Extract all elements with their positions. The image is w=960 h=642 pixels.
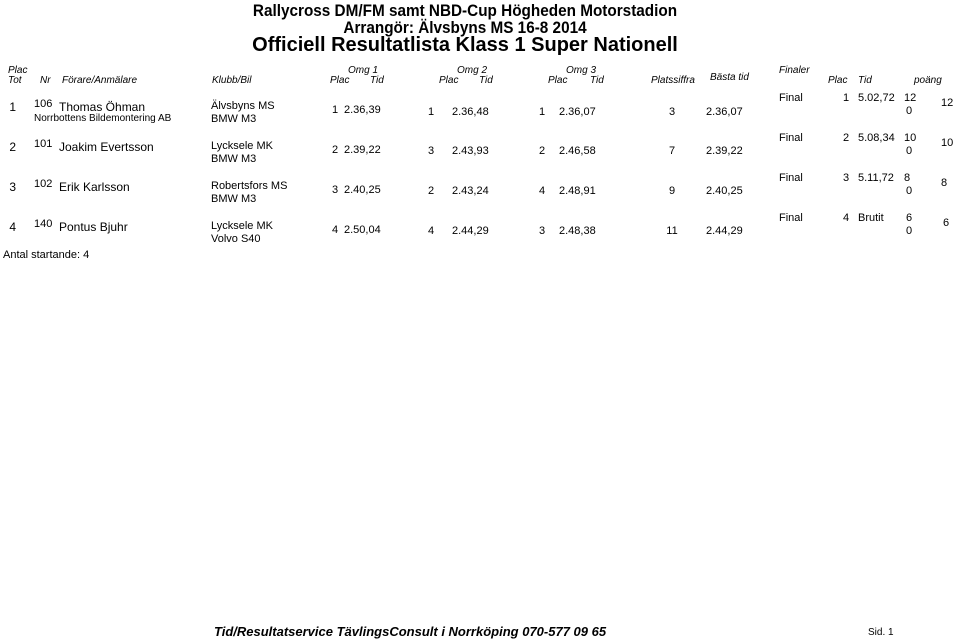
header-omg3-plac: Plac	[548, 75, 568, 86]
final-tid: 5.02,72	[858, 92, 895, 104]
final-tid: Brutit	[858, 212, 884, 224]
omg3-tid: 2.48,38	[559, 225, 596, 237]
final-tid: 5.11,72	[858, 172, 894, 184]
final-plac: 3	[843, 172, 850, 184]
extra-points: 0	[906, 105, 913, 117]
omg2-plac: 2	[428, 185, 435, 197]
omg1-plac: 1	[332, 104, 339, 116]
header-omg1-plac: Plac	[330, 75, 350, 86]
tot-placement: 3	[9, 180, 16, 194]
omg1-plac: 4	[332, 224, 339, 236]
omg2-plac: 1	[428, 106, 435, 118]
platssiffra: 7	[668, 145, 676, 157]
omg2-tid: 2.44,29	[452, 225, 489, 237]
entrant-name: Norrbottens Bildemontering AB	[34, 113, 172, 124]
extra-points: 0	[906, 145, 913, 157]
start-number: 101	[34, 138, 53, 150]
omg2-plac: 4	[428, 225, 435, 237]
tot-placement: 2	[9, 140, 16, 154]
antal-startande: Antal startande: 4	[3, 249, 90, 261]
title-line-2: Arrangör: Älvsbyns MS 16-8 2014	[343, 18, 587, 37]
final-points: 6	[906, 212, 913, 224]
header-final-tid: Tid	[858, 75, 872, 86]
basta-tid: 2.36,07	[706, 106, 743, 118]
omg3-plac: 4	[539, 185, 546, 197]
title-line-1: Rallycross DM/FM samt NBD-Cup Högheden Motorstadion	[252, 1, 678, 20]
omg1-plac: 3	[332, 184, 339, 196]
club-name: Robertsfors MS	[211, 180, 288, 192]
platssiffra: 3	[668, 106, 676, 118]
header-platssiffra: Platssiffra	[651, 75, 695, 86]
basta-tid: 2.40,25	[706, 185, 743, 197]
omg2-tid: 2.43,24	[452, 185, 489, 197]
final-points: 8	[904, 172, 911, 184]
page-number: Sid. 1	[868, 627, 894, 638]
platssiffra: 9	[668, 185, 676, 197]
header-klubb: Klubb/Bil	[212, 75, 252, 86]
car-model: BMW M3	[211, 113, 257, 125]
car-model: BMW M3	[211, 153, 257, 165]
omg3-tid: 2.46,58	[559, 145, 596, 157]
driver-name: Joakim Evertsson	[59, 140, 154, 154]
header-final-plac: Plac	[828, 75, 848, 86]
total-points: 6	[943, 217, 950, 229]
omg2-tid: 2.36,48	[452, 106, 489, 118]
tot-placement: 4	[9, 220, 16, 234]
omg3-plac: 3	[539, 225, 546, 237]
omg1-tid: 2.36,39	[344, 104, 381, 116]
omg3-tid: 2.36,07	[559, 106, 596, 118]
final-plac: 2	[843, 132, 850, 144]
car-model: Volvo S40	[211, 233, 261, 245]
final-tid: 5.08,34	[858, 132, 895, 144]
omg1-tid: 2.50,04	[344, 224, 381, 236]
omg2-tid: 2.43,93	[452, 145, 489, 157]
final-plac: 4	[843, 212, 850, 224]
basta-tid: 2.39,22	[706, 145, 743, 157]
omg2-plac: 3	[428, 145, 435, 157]
header-tot: Tot	[8, 75, 22, 86]
final-label: Final	[779, 92, 803, 104]
final-label: Final	[779, 172, 803, 184]
extra-points: 0	[906, 185, 913, 197]
extra-points: 0	[906, 225, 913, 237]
header-poang: poäng	[914, 75, 942, 86]
header-plac: Plac	[8, 65, 28, 76]
platssiffra: 11	[666, 225, 678, 237]
footer-text: Tid/Resultatservice TävlingsConsult i Norrköping 070-577 09 65	[214, 624, 607, 639]
header-omg2-plac: Plac	[439, 75, 459, 86]
final-plac: 1	[843, 92, 850, 104]
start-number: 102	[34, 178, 53, 190]
total-points: 10	[941, 137, 954, 149]
car-model: BMW M3	[211, 193, 257, 205]
total-points: 8	[941, 177, 948, 189]
header-omg1-tid: Tid	[370, 75, 384, 86]
start-number: 106	[34, 98, 53, 110]
club-name: Lycksele MK	[211, 220, 273, 232]
omg1-tid: 2.40,25	[344, 184, 381, 196]
start-number: 140	[34, 218, 53, 230]
total-points: 12	[941, 97, 954, 109]
driver-name: Pontus Bjuhr	[59, 220, 128, 234]
tot-placement: 1	[9, 100, 16, 114]
club-name: Lycksele MK	[211, 140, 273, 152]
club-name: Älvsbyns MS	[211, 100, 275, 112]
final-points: 10	[904, 132, 917, 144]
header-omg3-tid: Tid	[590, 75, 604, 86]
header-omg2-tid: Tid	[479, 75, 493, 86]
header-omg3: Omg 3	[566, 65, 597, 76]
final-label: Final	[779, 212, 803, 224]
header-nr: Nr	[40, 75, 51, 86]
header-omg1: Omg 1	[348, 65, 379, 76]
driver-name: Thomas Öhman	[59, 100, 146, 114]
final-points: 12	[904, 92, 917, 104]
basta-tid: 2.44,29	[706, 225, 743, 237]
omg3-plac: 1	[539, 106, 546, 118]
header-finaler: Finaler	[779, 65, 810, 76]
driver-name: Erik Karlsson	[59, 180, 130, 194]
header-omg2: Omg 2	[457, 65, 488, 76]
title-line-3: Officiell Resultatlista Klass 1 Super Nationell	[252, 34, 678, 56]
omg3-tid: 2.48,91	[559, 185, 596, 197]
header-basta-tid: Bästa tid	[710, 72, 749, 83]
omg1-plac: 2	[332, 144, 339, 156]
final-label: Final	[779, 132, 803, 144]
omg3-plac: 2	[539, 145, 546, 157]
omg1-tid: 2.39,22	[344, 144, 381, 156]
header-forare: Förare/Anmälare	[62, 75, 138, 86]
